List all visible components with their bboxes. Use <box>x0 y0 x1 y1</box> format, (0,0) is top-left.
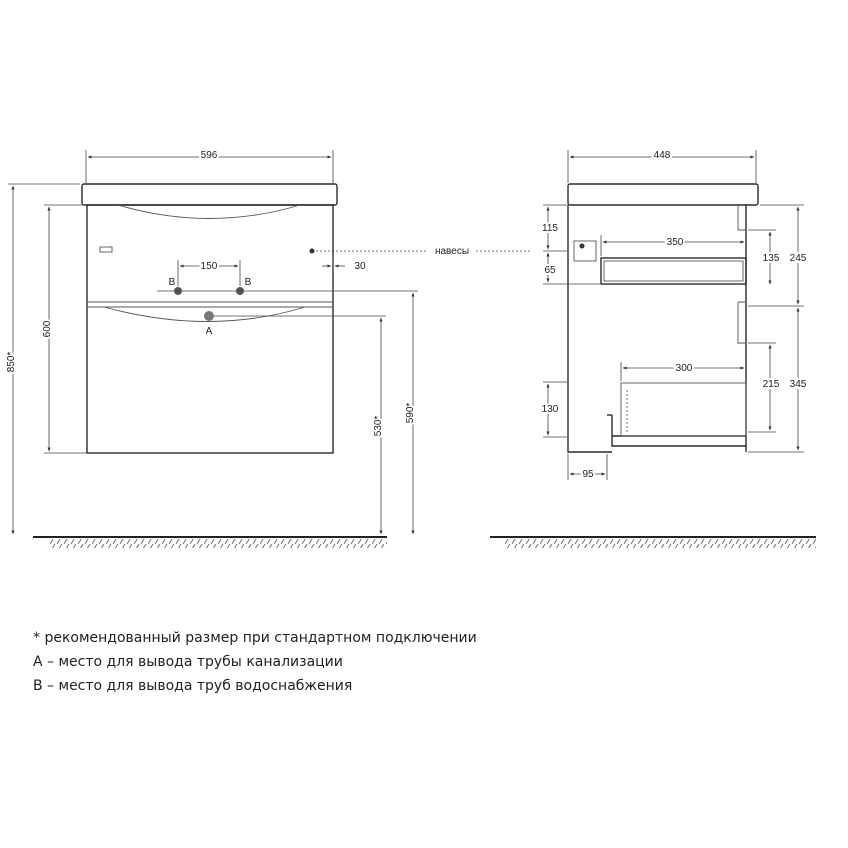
drain-hole-a <box>204 311 214 321</box>
dim-130: 130 <box>541 404 559 415</box>
note-recommended: * рекомендованный размер при стандартном подключении <box>33 630 477 646</box>
dim-cabinet-height: 600 <box>42 320 53 338</box>
front-countertop <box>82 184 337 205</box>
dim-135: 135 <box>762 253 780 264</box>
dim-95: 95 <box>582 469 594 480</box>
dim-65: 65 <box>544 265 556 276</box>
side-view <box>490 150 816 548</box>
note-drain-a: A – место для вывода трубы канализации <box>33 654 343 670</box>
marker-a: A <box>205 326 213 337</box>
front-floor-hatch <box>50 539 387 548</box>
dim-215: 215 <box>762 379 780 390</box>
side-upper-drawer <box>601 258 746 284</box>
dim-245: 245 <box>789 253 807 264</box>
legend-notes <box>33 626 477 698</box>
dim-300: 300 <box>675 363 693 374</box>
marker-b-left: B <box>168 277 176 288</box>
hinges-label: навесы <box>434 246 470 257</box>
dim-115: 115 <box>542 223 558 234</box>
hinge-mark-front <box>310 249 315 254</box>
dim-depth: 448 <box>653 150 671 161</box>
dim-hinge-offset: 30 <box>354 261 366 272</box>
note-water-b: B – место для вывода труб водоснабжения <box>33 678 353 694</box>
dim-345: 345 <box>789 379 807 390</box>
side-countertop <box>568 184 758 205</box>
dim-width: 596 <box>200 150 218 161</box>
upper-drawer-curve <box>118 205 300 219</box>
front-view <box>6 150 428 548</box>
side-floor-hatch <box>505 539 816 548</box>
marker-b-right: B <box>244 277 252 288</box>
dim-total-height: 850* <box>6 351 17 373</box>
dim-350: 350 <box>666 237 684 248</box>
side-lower-drawer <box>612 415 746 446</box>
dim-pipe-height: 590* <box>405 402 416 424</box>
dim-pipe-spacing: 150 <box>200 261 218 272</box>
dim-drain-height: 530* <box>373 415 384 437</box>
